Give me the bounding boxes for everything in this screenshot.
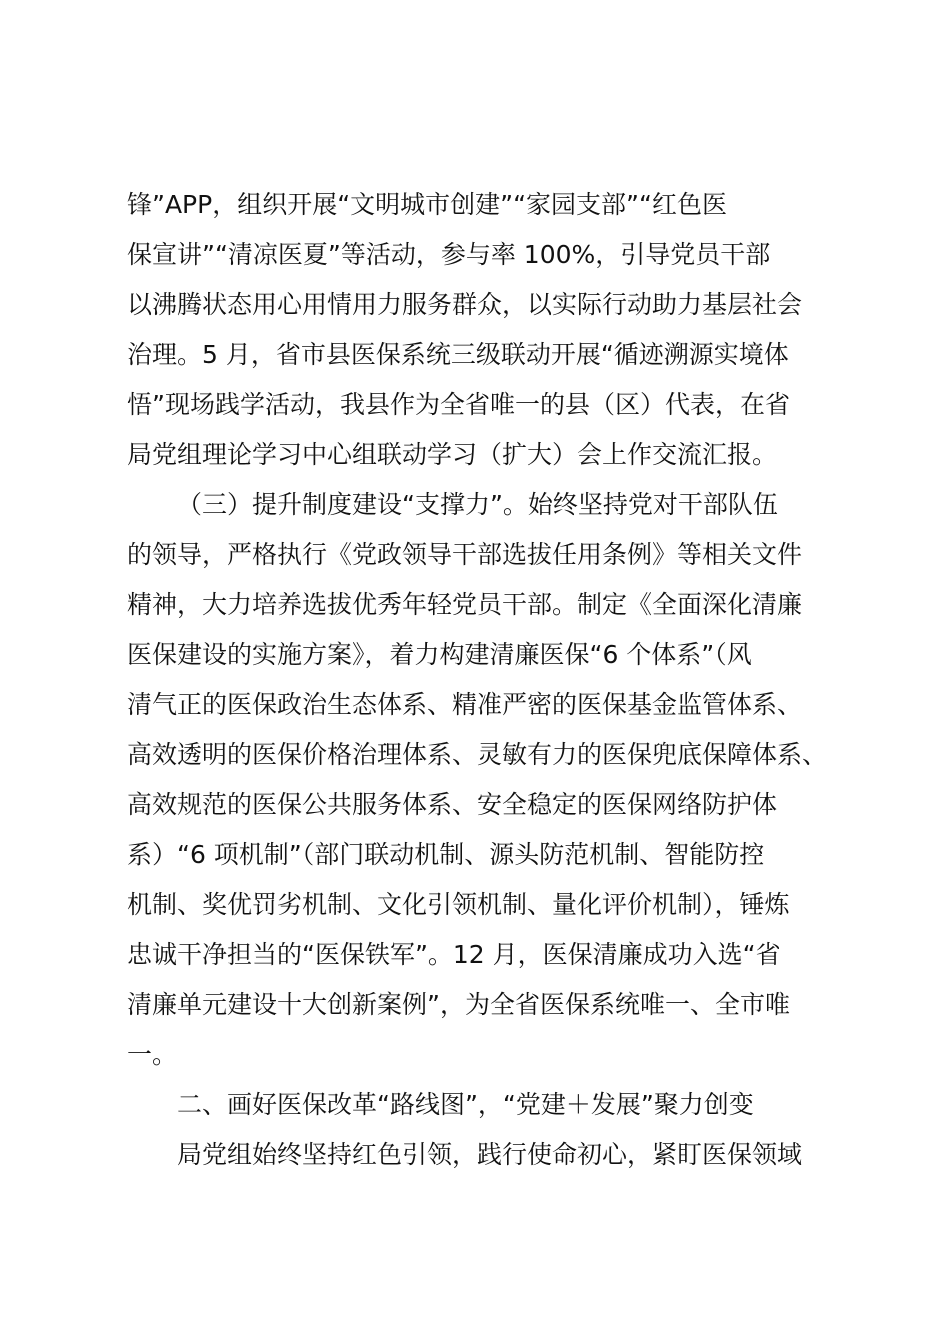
text-line: 清气正的医保政治生态体系、精准严密的医保基金监管体系、 [127, 690, 803, 719]
text-line: 医保建设的实施方案》，着力构建清廉医保“6 个体系”（风 [127, 640, 752, 669]
text-line: 悟”现场践学活动，我县作为全省唯一的县（区）代表，在省 [127, 390, 790, 419]
text-line: 一。 [127, 1040, 178, 1069]
section-heading: 二、画好医保改革“路线图”，“党建＋发展”聚力创变 [177, 1090, 754, 1119]
paragraph-first-line: （三）提升制度建设“支撑力”。始终坚持党对干部队伍 [177, 490, 778, 519]
text-line: 保宣讲”“清凉医夏”等活动，参与率 100%，引导党员干部 [127, 240, 771, 269]
text-line: 治理。5 月，省市县医保系统三级联动开展“循迹溯源实境体 [127, 340, 789, 369]
text-line: 高效透明的医保价格治理体系、灵敏有力的医保兜底保障体系、 [127, 740, 828, 769]
text-line: 高效规范的医保公共服务体系、安全稳定的医保网络防护体 [127, 790, 778, 819]
text-line: 清廉单元建设十大创新案例”，为全省医保系统唯一、全市唯 [127, 990, 790, 1019]
text-line: 忠诚干净担当的“医保铁军”。12 月，医保清廉成功入选“省 [127, 940, 781, 969]
text-line: 锋”APP，组织开展“文明城市创建”“家园支部”“红色医 [127, 190, 727, 219]
paragraph-first-line: 局党组始终坚持红色引领，践行使命初心，紧盯医保领域 [177, 1140, 803, 1169]
text-line: 局党组理论学习中心组联动学习（扩大）会上作交流汇报。 [127, 440, 778, 469]
text-line: 系）“6 项机制”（部门联动机制、源头防范机制、智能防控 [127, 840, 765, 869]
text-line: 的领导，严格执行《党政领导干部选拔任用条例》等相关文件 [127, 540, 803, 569]
text-line: 机制、奖优罚劣机制、文化引领机制、量化评价机制），锤炼 [127, 890, 790, 919]
text-line: 精神，大力培养选拔优秀年轻党员干部。制定《全面深化清廉 [127, 590, 803, 619]
text-line: 以沸腾状态用心用情用力服务群众，以实际行动助力基层社会 [127, 290, 803, 319]
